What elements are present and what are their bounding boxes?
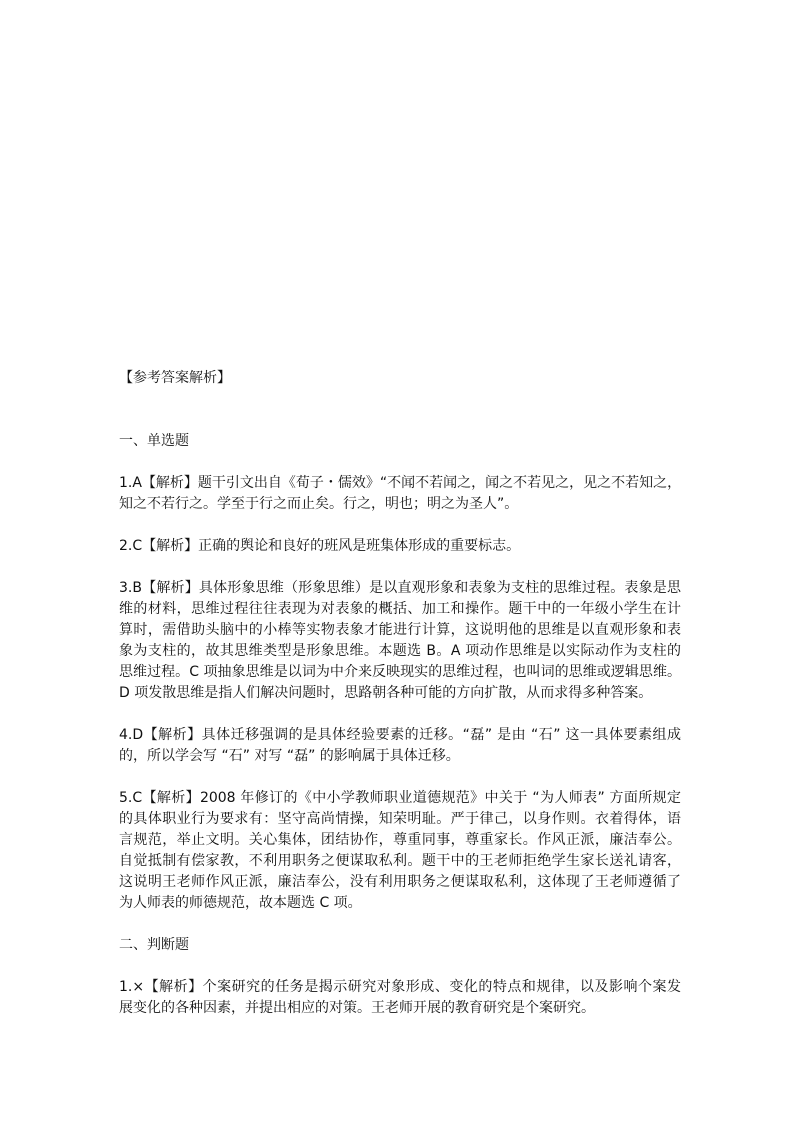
text-line: 的具体职业行为要求有：坚守高尚情操，知荣明耻。严于律己，以身作则。衣着得体，语 (119, 811, 681, 827)
document-title (119, 368, 681, 389)
text-line: 维的材料，思维过程往往表现为对表象的概括、加工和操作。题干中的一年级小学生在计 (119, 601, 681, 617)
text-line: 2.C【解析】正确的舆论和良好的班风是班集体形成的重要标志。 (119, 538, 521, 554)
answer-explanation (119, 473, 681, 515)
text-line: 言规范，举止文明。关心集体，团结协作，尊重同事，尊重家长。作风正派，廉洁奉公。 (119, 832, 681, 848)
text-line: 1.A【解析】题干引文出自《荀子・儒效》“不闻不若闻之，闻之不若见之，见之不若知之， (119, 475, 681, 491)
text-line: 4.D【解析】具体迁移强调的是具体经验要素的迁移。“磊” 是由 “石” 这一具体要素组成 (119, 727, 681, 743)
text-line: 5.C【解析】2008 年修订的《中小学教师职业道德规范》中关于 “为人师表” 方面所规定 (119, 790, 681, 806)
text-line: 思维过程。C 项抽象思维是以词为中介来反映现实的思维过程，也叫词的思维或逻辑思维。 (119, 664, 681, 680)
text-line: 的，所以学会写 “石” 对写 “磊” 的影响属于具体迁移。 (119, 748, 460, 764)
answer-explanation (119, 578, 681, 704)
answer-explanation (119, 536, 681, 557)
text-line: 展变化的各种因素，并提出相应的对策。王老师开展的教育研究是个案研究。 (119, 1000, 595, 1016)
answer-explanation (119, 788, 681, 914)
text-line: 为人师表的师德规范，故本题选 C 项。 (119, 895, 362, 911)
section-heading (119, 935, 681, 956)
text-line: 象为支柱的，故其思维类型是形象思维。本题选 B。A 项动作思维是以实际动作为支柱的 (119, 643, 681, 659)
text-line: 二、判断题 (119, 937, 189, 953)
text-line: 一、单选题 (119, 433, 189, 449)
text-line: 【参考答案解析】 (119, 370, 231, 386)
section-heading (119, 431, 681, 452)
text-line: D 项发散思维是指人们解决问题时，思路朝各种可能的方向扩散，从而求得多种答案。 (119, 685, 653, 701)
text-line: 知之不若行之。学至于行之而止矣。行之，明也；明之为圣人”。 (119, 496, 519, 512)
text-line: 3.B【解析】具体形象思维（形象思维）是以直观形象和表象为支柱的思维过程。表象是思 (119, 580, 681, 596)
text-line: 自觉抵制有偿家教，不利用职务之便谋取私利。题干中的王老师拒绝学生家长送礼请客， (119, 853, 681, 869)
text-line: 这说明王老师作风正派，廉洁奉公，没有利用职务之便谋取私利，这体现了王老师遵循了 (119, 874, 681, 890)
text-line: 算时，需借助头脑中的小棒等实物表象才能进行计算，这说明他的思维是以直观形象和表 (119, 622, 681, 638)
answer-explanation (119, 725, 681, 767)
text-line: 1.×【解析】个案研究的任务是揭示研究对象形成、变化的特点和规律，以及影响个案发 (119, 979, 681, 995)
answer-explanation (119, 977, 681, 1019)
